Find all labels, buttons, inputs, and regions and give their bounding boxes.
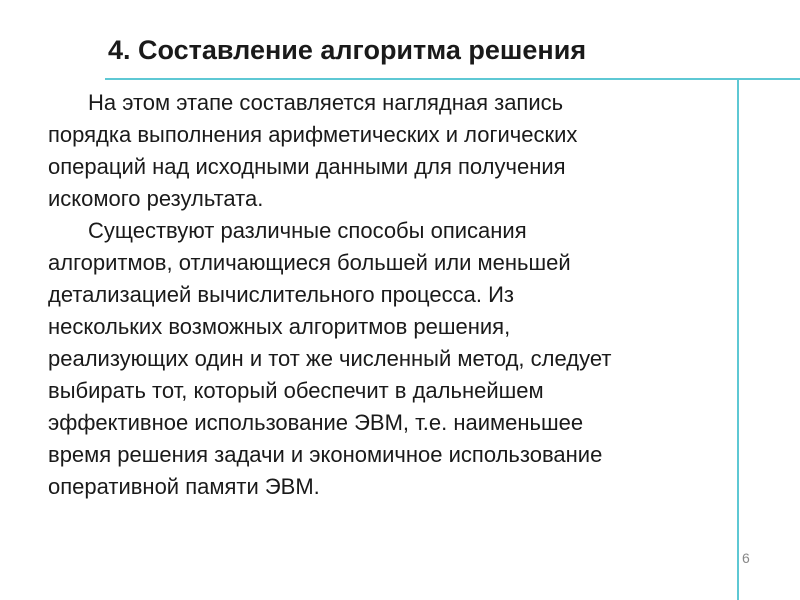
body-line: время решения задачи и экономичное использование [48, 442, 603, 467]
body-line: порядка выполнения арифметических и логических [48, 122, 578, 147]
title-divider [105, 78, 800, 80]
body-line: детализацией вычислительного процесса. Из [48, 282, 514, 307]
body-line: нескольких возможных алгоритмов решения, [48, 314, 511, 339]
body-line: выбирать тот, который обеспечит в дальнейшем [48, 378, 544, 403]
body-line: операций над исходными данными для получения [48, 154, 566, 179]
body-line: На этом этапе составляется наглядная запись [88, 90, 564, 115]
page-number: 6 [742, 550, 750, 566]
body-line: оперативной памяти ЭВМ. [48, 474, 320, 499]
body-line: реализующих один и тот же численный метод, следует [48, 346, 612, 371]
body-line: искомого результата. [48, 186, 264, 211]
paragraph-2 [48, 215, 738, 503]
body-line: эффективное использование ЭВМ, т.е. наименьшее [48, 410, 584, 435]
body-line: Существуют различные способы описания [88, 218, 527, 243]
slide-body [48, 87, 738, 503]
paragraph-1 [48, 87, 738, 215]
slide-title: 4. Составление алгоритма решения [108, 35, 587, 65]
body-line: алгоритмов, отличающиеся большей или меньшей [48, 250, 571, 275]
